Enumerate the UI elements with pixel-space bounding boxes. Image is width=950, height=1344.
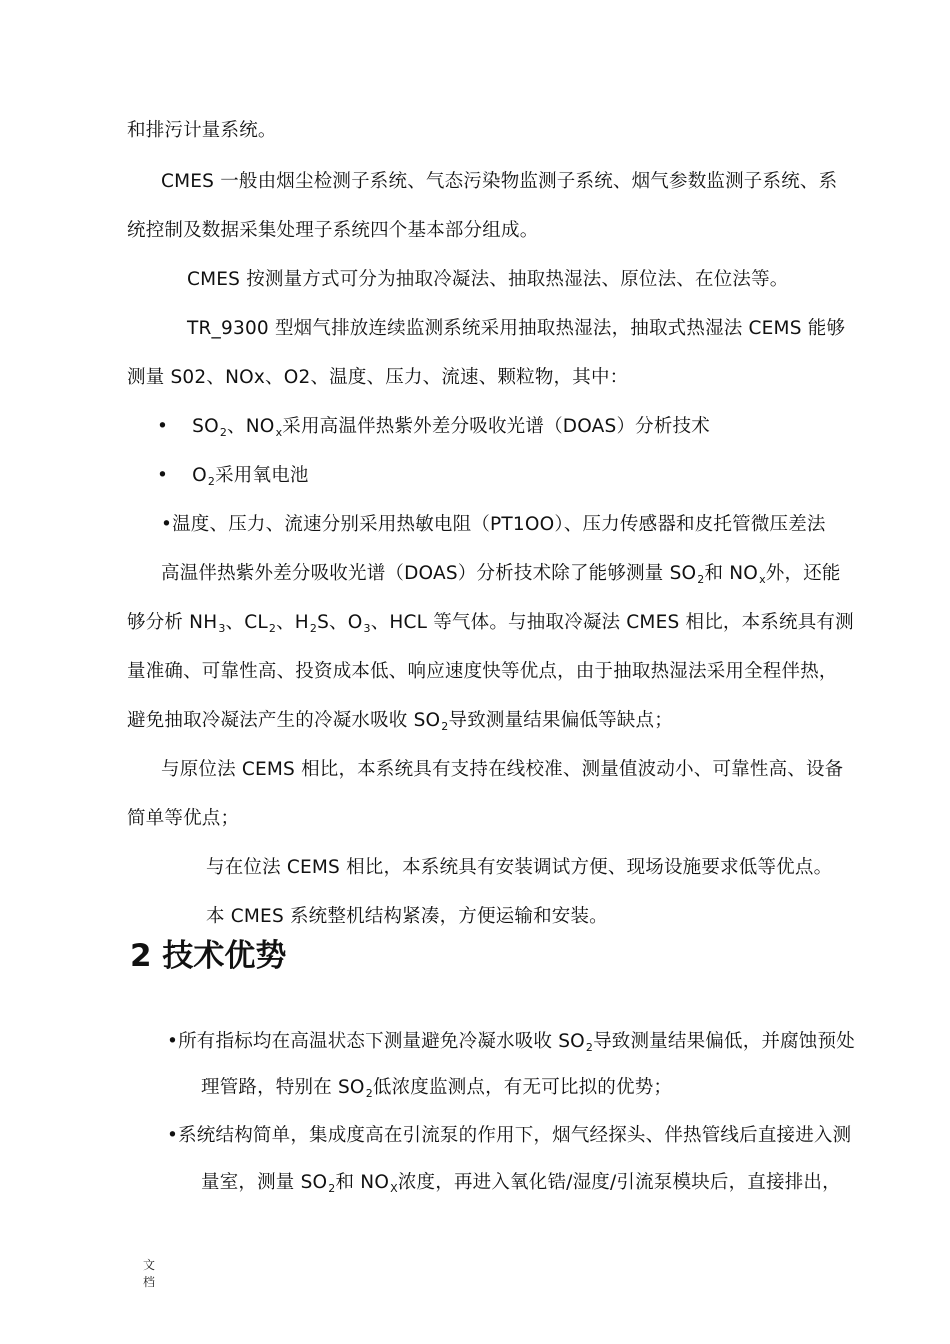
paragraph-line: 量准确、可靠性高、投资成本低、响应速度快等优点，由于抽取热湿法采用全程伴热， <box>127 661 838 682</box>
paragraph-line: CMES 一般由烟尘检测子系统、气态污染物监测子系统、烟气参数监测子系统、系 <box>161 171 838 192</box>
paragraph-line: 和排污计量系统。 <box>127 120 277 141</box>
page-footer: 文 档 <box>142 1258 155 1289</box>
bullet-marker: • <box>157 416 169 437</box>
paragraph-line: 简单等优点； <box>127 808 240 829</box>
bullet-marker: • <box>157 465 169 486</box>
paragraph-line: 与在位法 CEMS 相比，本系统具有安装调试方便、现场设施要求低等优点。 <box>206 857 833 878</box>
bullet-line: • $SO_2$、$NO_x$采用高温伴热紫外差分吸收光谱（DOAS）分析技术 <box>157 416 710 439</box>
bullet-continuation: 量室，测量 $SO_2$和 $NO_X$浓度，再进入氧化锆/湿度/引流泵模块后，直接排出， <box>201 1172 841 1195</box>
section-heading: 2 技术优势 <box>130 938 287 974</box>
paragraph-line: 统控制及数据采集处理子系统四个基本部分组成。 <box>127 220 539 241</box>
paragraph-line: 与原位法 CEMS 相比，本系统具有支持在线校准、测量值波动小、可靠性高、设备 <box>161 759 844 780</box>
paragraph-line: CMES 按测量方式可分为抽取冷凝法、抽取热湿法、原位法、在位法等。 <box>187 269 789 290</box>
bullet-line: •所有指标均在高温状态下测量避免冷凝水吸收 $SO_2$导致测量结果偏低，并腐蚀预处 <box>167 1031 855 1054</box>
bullet-line: •温度、压力、流速分别采用热敏电阻（PT1OO）、压力传感器和皮托管微压差法 <box>161 514 826 535</box>
paragraph-line: 测量 S02、NOx、O2、温度、压力、流速、颗粒物，其中： <box>127 367 629 388</box>
paragraph-line: 本 CMES 系统整机结构紧凑，方便运输和安装。 <box>206 906 608 927</box>
paragraph-line: 高温伴热紫外差分吸收光谱（DOAS）分析技术除了能够测量 $SO_2$和 $NO_x$外，还能 <box>161 563 841 586</box>
bullet-continuation: 理管路，特别在 $SO_2$低浓度监测点，有无可比拟的优势； <box>201 1077 673 1100</box>
bullet-line: • $O_2$采用氧电池 <box>157 465 309 488</box>
paragraph-line: TR_9300 型烟气排放连续监测系统采用抽取热湿法，抽取式热湿法 CEMS 能够 <box>187 318 846 339</box>
paragraph-line: 避免抽取冷凝法产生的冷凝水吸收 $SO_2$导致测量结果偏低等缺点； <box>127 710 673 733</box>
paragraph-line: 够分析 $NH_3$、$CL_2$、$H_2S$、$O_3$、HCL 等气体。与抽取冷凝法 CMES 相比，本系统具有测 <box>127 612 854 635</box>
bullet-line: •系统结构简单，集成度高在引流泵的作用下，烟气经探头、伴热管线后直接进入测 <box>167 1125 852 1146</box>
